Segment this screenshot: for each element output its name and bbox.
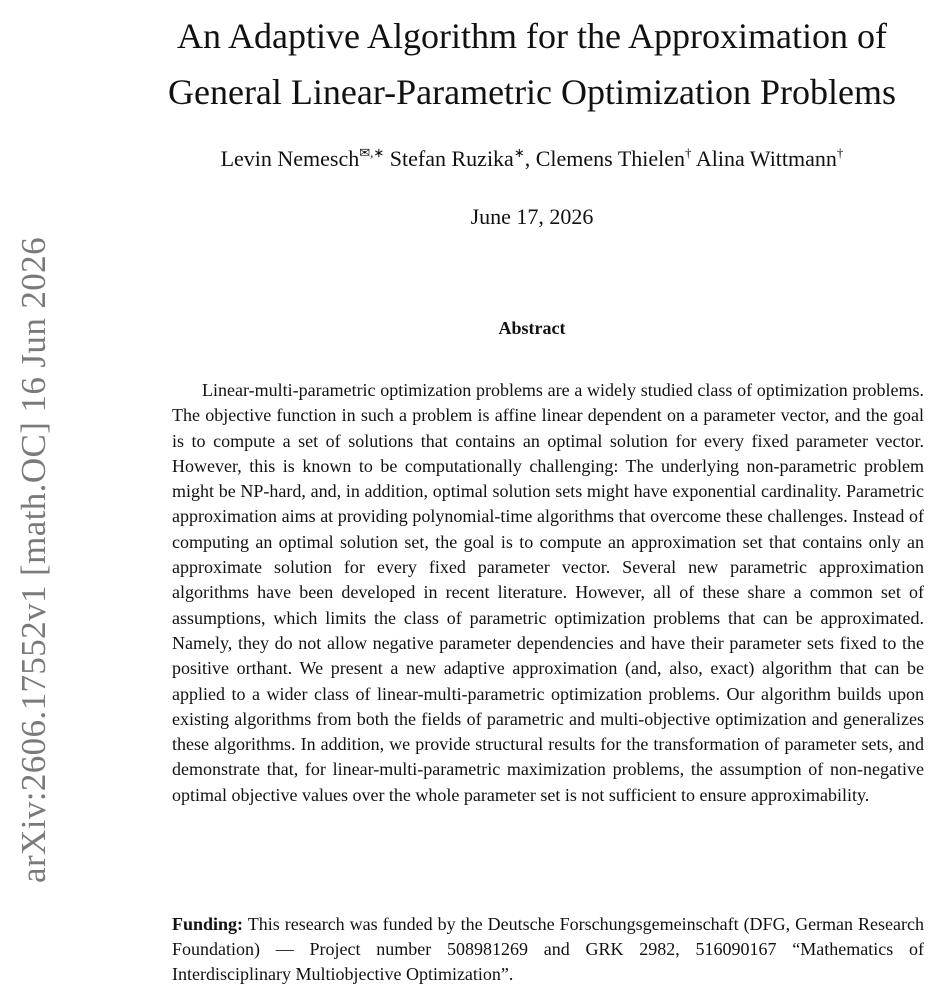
- author-name: Levin Nemesch: [220, 146, 360, 171]
- funding-note: [172, 912, 924, 987]
- abstract-text: Linear-multi-parametric optimization problems are a widely studied class of optimization problems. The objective function in such a problem is affine linear dependent on a parameter vector, and the goal is to compute a set of solutions that contains an optimal solution for every fixed parameter vector. However, this is known to be computationally challenging: The underlying non-parametric problem might be NP-hard, and, in addition, optimal solution sets might have exponential cardinality. Parametric approximation aims at providing polynomial-time algorithms that overcome these challenges. Instead of computing an optimal solution set, the goal is to compute an approximation set that contains only an approximate solution for every fixed parameter vector. Several new parametric approximation algorithms have been developed in recent literature. However, all of these share a common set of assumptions, which limits the class of parametric optimization problems that can be approximated. Namely, they do not allow negative parameter dependencies and have their parameter sets fixed to the positive orthant. We present a new adaptive approximation (and, also, exact) algorithm that can be applied to a wider class of linear-multi-parametric optimization problems. Our algorithm builds upon existing algorithms from both the fields of parametric and multi-objective optimization and generalizes these algorithms. In addition, we provide structural results for the transformation of parameter sets, and demonstrate that, for linear-multi-parametric maximization problems, the assumption of non-negative optimal objective values over the whole parameter set is not sufficient to ensure approximability.: [172, 380, 924, 805]
- author-list: Levin Nemesch✉,∗ Stefan Ruzika∗, Clemens Thielen† Alina Wittmann†: [220, 145, 844, 171]
- arxiv-identifier-stamp: arXiv:2606.17552v1 [math.OC] 16 Jun 2026: [14, 237, 53, 883]
- author-affiliation-mark: ∗: [513, 145, 525, 160]
- author-affiliation-mark: †: [836, 145, 844, 160]
- funding-text: This research was funded by the Deutsche Forschungsgemeinschaft (DFG, German Research Foundation) — Project number 508981269 and GRK 2982, 516090167 “Mathematics of Interdisciplinary Multiobjective Optimization”.: [172, 914, 924, 984]
- publication-date: June 17, 2026: [470, 204, 594, 229]
- funding-label: Funding:: [172, 914, 244, 934]
- abstract-heading: Abstract: [498, 318, 566, 338]
- title-line-1: An Adaptive Algorithm for the Approximation of: [177, 16, 887, 56]
- author-name: Stefan Ruzika: [389, 146, 514, 171]
- paper-title: [140, 8, 924, 120]
- author-name: Clemens Thielen: [535, 146, 686, 171]
- author-name: Alina Wittmann: [695, 146, 837, 171]
- author-affiliation-mark: †: [685, 145, 692, 160]
- author-affiliation-mark: ✉,∗: [359, 145, 385, 160]
- title-line-2: General Linear-Parametric Optimization Problems: [167, 72, 896, 112]
